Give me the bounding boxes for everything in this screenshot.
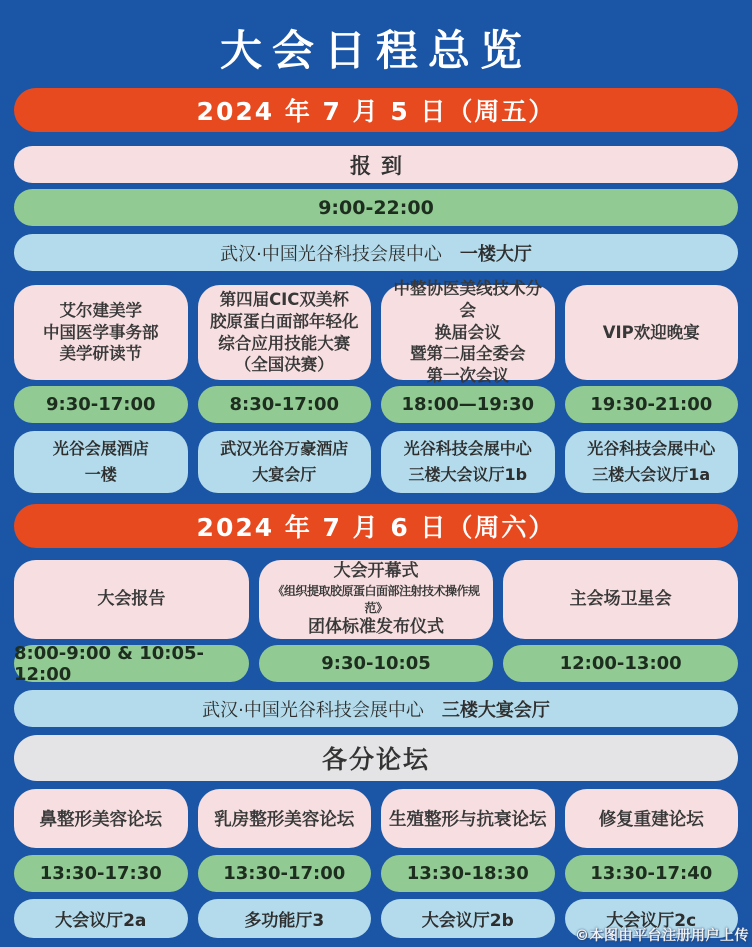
event-time-pill: 8:30-17:00 bbox=[198, 386, 372, 423]
event-card-aesthetics-reading-festival bbox=[14, 285, 188, 380]
session-card-opening-ceremony bbox=[259, 560, 494, 639]
session-time-pill: 8:00-9:00 & 10:05-12:00 bbox=[14, 645, 249, 682]
event-location-card bbox=[381, 431, 555, 493]
session-line: 主会场卫星会 bbox=[569, 589, 672, 610]
event-time-pill: 18:00—19:30 bbox=[381, 386, 555, 423]
day2-venue-hall: 三楼大宴会厅 bbox=[441, 699, 550, 721]
location-line: 三楼大会议厅1b bbox=[408, 465, 528, 484]
event-line: 中整协医美线技术分会 bbox=[393, 279, 542, 320]
day1-events-row bbox=[14, 279, 738, 386]
location-line: 武汉光谷万豪酒店 bbox=[220, 438, 349, 458]
forums-row bbox=[14, 789, 738, 848]
event-line: 综合应用技能大赛 bbox=[218, 333, 351, 353]
day2-venue-name: 武汉·中国光谷科技会展中心 bbox=[202, 699, 424, 721]
day1-times-row bbox=[14, 386, 738, 423]
location-line: 光谷科技会展中心 bbox=[403, 438, 532, 458]
session-card-conference-report bbox=[14, 560, 249, 639]
day1-venue-hall: 一楼大厅 bbox=[459, 243, 532, 265]
event-card-vip-dinner bbox=[565, 285, 739, 380]
event-time-pill: 9:30-17:00 bbox=[14, 386, 188, 423]
event-line: 第一次会议 bbox=[426, 366, 509, 386]
session-line-standard-title: 《组织提取胶原蛋白面部注射技术操作规范》 bbox=[272, 584, 480, 615]
forum-card-reconstruction: 修复重建论坛 bbox=[565, 789, 739, 848]
day2-times-row bbox=[14, 642, 738, 685]
forum-card-genital-antiaging: 生殖整形与抗衰论坛 bbox=[381, 789, 555, 848]
event-location-card bbox=[14, 431, 188, 493]
platform-upload-watermark: ©本图由平台注册用户上传 bbox=[575, 928, 749, 944]
location-line: 大宴会厅 bbox=[252, 465, 317, 484]
session-line: 大会开幕式 bbox=[333, 561, 419, 582]
event-line: 中国医学事务部 bbox=[43, 322, 159, 342]
forum-location-card: 多功能厅3 bbox=[198, 899, 372, 938]
day1-registration-band: 报到 bbox=[14, 146, 738, 183]
event-card-cic-skills-contest bbox=[198, 285, 372, 380]
event-line: 换届会议 bbox=[434, 322, 501, 342]
forum-time-pill: 13:30-17:00 bbox=[198, 855, 372, 892]
event-line: （全国决赛） bbox=[234, 355, 334, 375]
day1-venue-band bbox=[14, 234, 738, 271]
session-time-pill: 9:30-10:05 bbox=[259, 645, 494, 682]
location-line: 光谷科技会展中心 bbox=[587, 438, 716, 458]
day1-registration-time-band: 9:00-22:00 bbox=[14, 189, 738, 226]
forums-header-band: 各分论坛 bbox=[14, 735, 738, 781]
location-line: 三楼大会议厅1a bbox=[592, 465, 711, 484]
session-time-pill: 12:00-13:00 bbox=[503, 645, 738, 682]
forums-times-row bbox=[14, 855, 738, 892]
day2-venue-band bbox=[14, 690, 738, 727]
day1-venue-name: 武汉·中国光谷科技会展中心 bbox=[220, 243, 442, 265]
location-line: 光谷会展酒店 bbox=[52, 438, 149, 458]
forum-time-pill: 13:30-17:30 bbox=[14, 855, 188, 892]
event-line: 艾尔建美学 bbox=[59, 300, 142, 320]
event-line: 第四届CIC双美杯 bbox=[219, 289, 349, 309]
session-line: 大会报告 bbox=[97, 589, 166, 610]
event-line: 美学研读节 bbox=[59, 344, 142, 364]
event-time-pill: 19:30-21:00 bbox=[565, 386, 739, 423]
page-title: 大会日程总览 bbox=[219, 26, 532, 75]
session-line: 团体标准发布仪式 bbox=[307, 616, 444, 637]
event-location-card bbox=[565, 431, 739, 493]
session-card-satellite-session bbox=[503, 560, 738, 639]
forum-time-pill: 13:30-17:40 bbox=[565, 855, 739, 892]
forum-location-card: 大会议厅2b bbox=[381, 899, 555, 938]
event-location-card bbox=[198, 431, 372, 493]
event-line: VIP欢迎晚宴 bbox=[602, 322, 700, 342]
forum-location-card: 大会议厅2a bbox=[14, 899, 188, 938]
forum-card-breast: 乳房整形美容论坛 bbox=[198, 789, 372, 848]
day1-date-banner: 2024 年 7 月 5 日（周五） bbox=[14, 88, 738, 132]
location-line: 一楼 bbox=[84, 465, 117, 484]
day2-date-banner: 2024 年 7 月 6 日（周六） bbox=[14, 504, 738, 548]
forum-card-rhinoplasty: 鼻整形美容论坛 bbox=[14, 789, 188, 848]
forum-time-pill: 13:30-18:30 bbox=[381, 855, 555, 892]
day1-locations-row bbox=[14, 431, 738, 493]
day2-sessions-row bbox=[14, 560, 738, 639]
event-line: 暨第二届全委会 bbox=[410, 344, 526, 364]
forum-location-card: 大会议厅2c bbox=[565, 899, 739, 938]
event-line: 胶原蛋白面部年轻化 bbox=[210, 311, 359, 331]
event-card-committee-meeting bbox=[381, 279, 555, 386]
